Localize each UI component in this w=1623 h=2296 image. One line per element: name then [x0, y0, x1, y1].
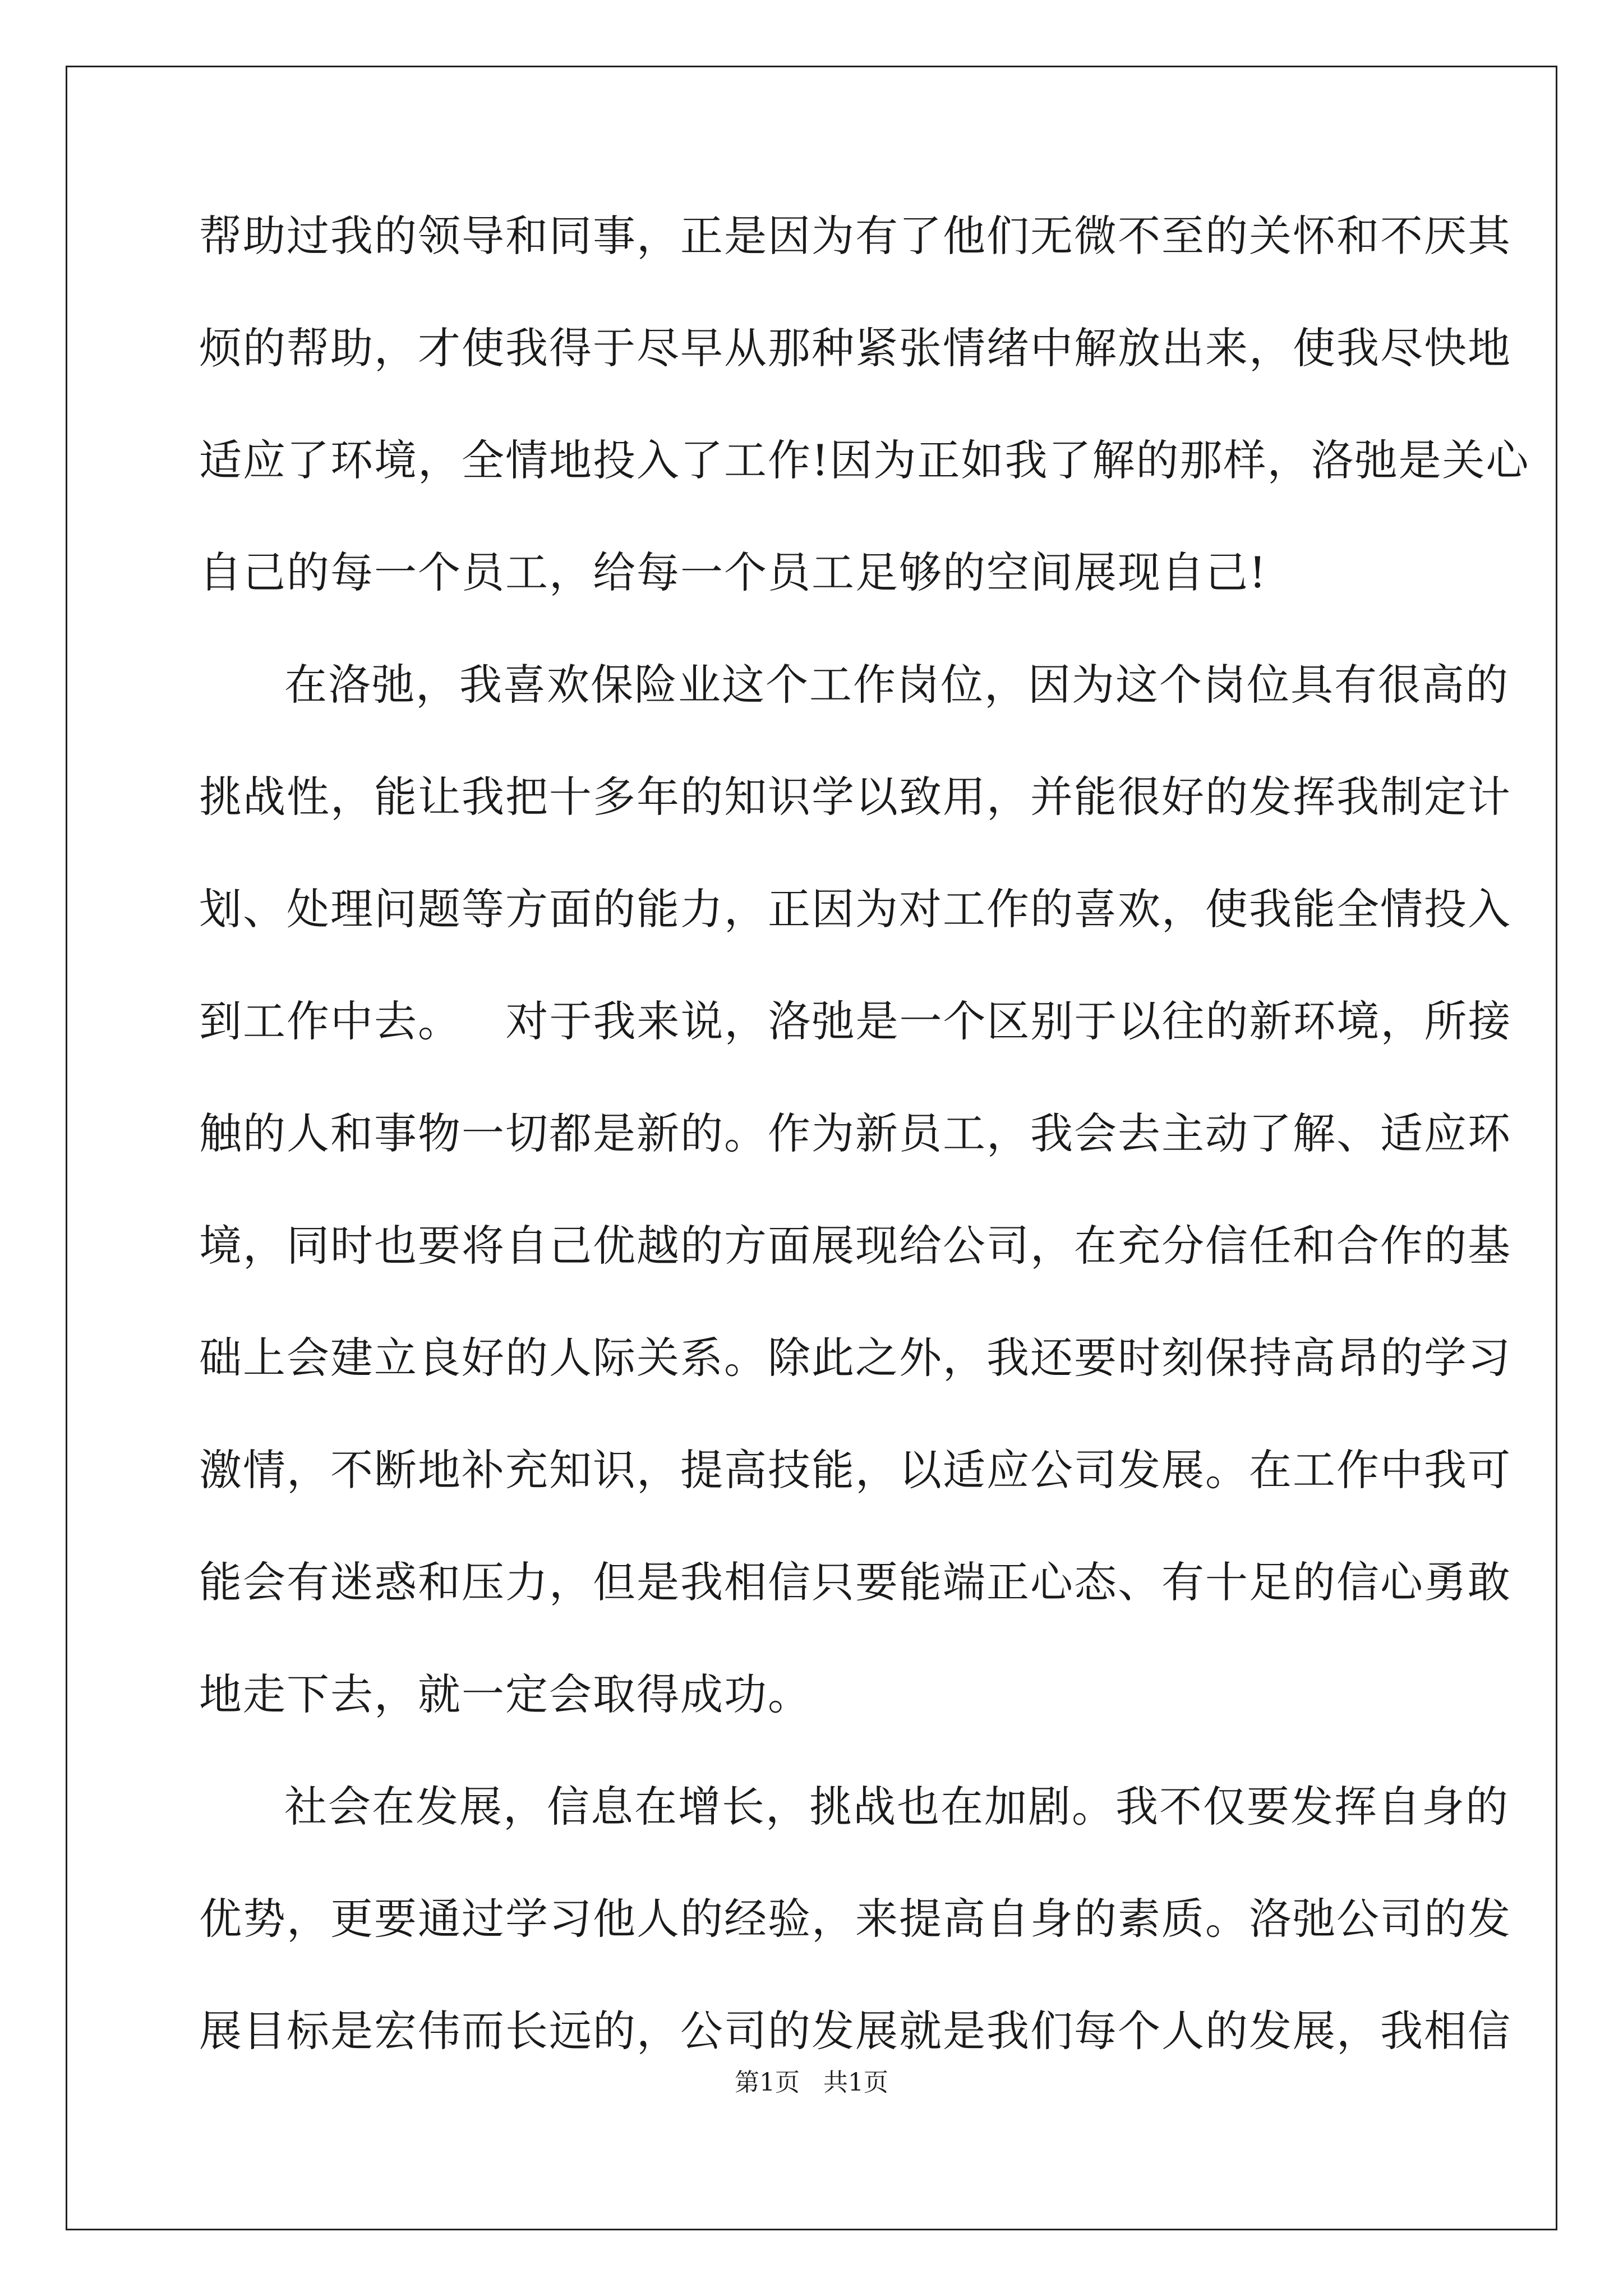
- text-line-17: 展目标是宏伟而长远的，公司的发展就是我们每个人的发展，我相信: [199, 2006, 1511, 2056]
- text-line-11: 础上会建立良好的人际关系。除此之外，我还要时刻保持高昂的学习: [199, 1333, 1511, 1383]
- text-line-1: 帮助过我的领导和同事，正是因为有了他们无微不至的关怀和不厌其: [199, 211, 1511, 261]
- text-line-12: 激情，不断地补充知识，提高技能，以适应公司发展。在工作中我可: [199, 1445, 1511, 1495]
- text-line-5: 在洛弛，我喜欢保险业这个工作岗位，因为这个岗位具有很高的: [284, 660, 1509, 710]
- text-line-16: 优势，更要通过学习他人的经验，来提高自身的素质。洛弛公司的发: [199, 1894, 1511, 1944]
- text-line-3: 适应了环境，全情地投入了工作!因为正如我了解的那样，洛弛是关心: [199, 435, 1530, 485]
- text-line-4: 自己的每一个员工，给每一个员工足够的空间展现自己!: [199, 547, 1267, 597]
- text-line-13: 能会有迷惑和压力，但是我相信只要能端正心态、有十足的信心勇敢: [199, 1557, 1511, 1607]
- text-line-2: 烦的帮助，才使我得于尽早从那种紧张情绪中解放出来，使我尽快地: [199, 323, 1511, 373]
- text-line-7: 划、处理问题等方面的能力，正因为对工作的喜欢，使我能全情投入: [199, 884, 1511, 934]
- text-line-10: 境，同时也要将自己优越的方面展现给公司，在充分信任和合作的基: [199, 1221, 1511, 1271]
- text-line-6: 挑战性，能让我把十多年的知识学以致用，并能很好的发挥我制定计: [199, 772, 1511, 822]
- document-body: [199, 203, 1530, 2110]
- text-line-9: 触的人和事物一切都是新的。作为新员工，我会去主动了解、适应环: [199, 1108, 1511, 1158]
- text-line-15: 社会在发展，信息在增长，挑战也在加剧。我不仅要发挥自身的: [284, 1782, 1509, 1832]
- page-footer: 第1页 共1页: [735, 2068, 888, 2097]
- text-line-8: 到工作中去。 对于我来说，洛弛是一个区别于以往的新环境，所接: [199, 996, 1512, 1046]
- text-line-14: 地走下去，就一定会取得成功。: [199, 1669, 811, 1719]
